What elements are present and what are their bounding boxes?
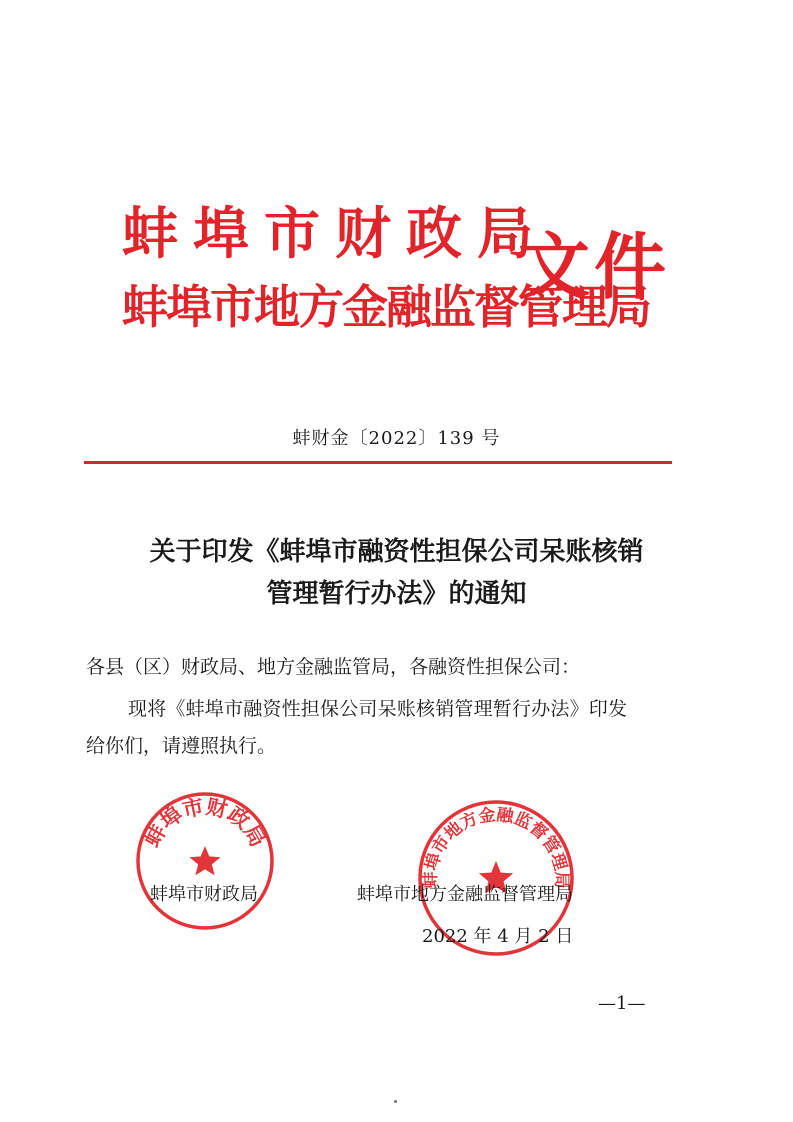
signature-finance-bureau: 蚌埠市财政局 <box>150 884 258 905</box>
issuer-header-line2: 蚌埠市地方金融监督管理局 <box>122 280 650 334</box>
svg-text:蚌埠市财政局 <box>140 794 270 851</box>
finance-bureau-seal <box>134 790 276 936</box>
document-title-line1: 关于印发《蚌埠市融资性担保公司呆账核销 <box>149 537 644 567</box>
document-type-label: 文件 <box>518 225 671 309</box>
red-separator-line <box>84 461 672 464</box>
issue-date: 2022 年 4 月 2 日 <box>422 926 574 947</box>
footer-dot <box>394 1100 397 1103</box>
document-number: 蚌财金〔2022〕139 号 <box>292 428 501 449</box>
page-number: —1— <box>598 993 646 1014</box>
seal1-text: 蚌埠市财政局 <box>139 794 271 851</box>
issuer-header-line1: 蚌埠市财政局 <box>122 202 548 267</box>
document-title-line2: 管理暂行办法》的通知 <box>266 579 527 609</box>
seal2-text: 蚌埠市地方金融监督管理局 <box>420 805 572 889</box>
addressee-line: 各县（区）财政局、地方金融监管局，各融资性担保公司： <box>86 656 581 678</box>
body-paragraph-line2: 给你们，请遵照执行。 <box>86 735 277 757</box>
seal1-star-icon <box>190 846 221 875</box>
signature-financial-regulatory-bureau: 蚌埠市地方金融监督管理局 <box>357 884 573 905</box>
body-paragraph-line1: 现将《蚌埠市融资性担保公司呆账核销管理暂行办法》印发 <box>128 698 628 720</box>
